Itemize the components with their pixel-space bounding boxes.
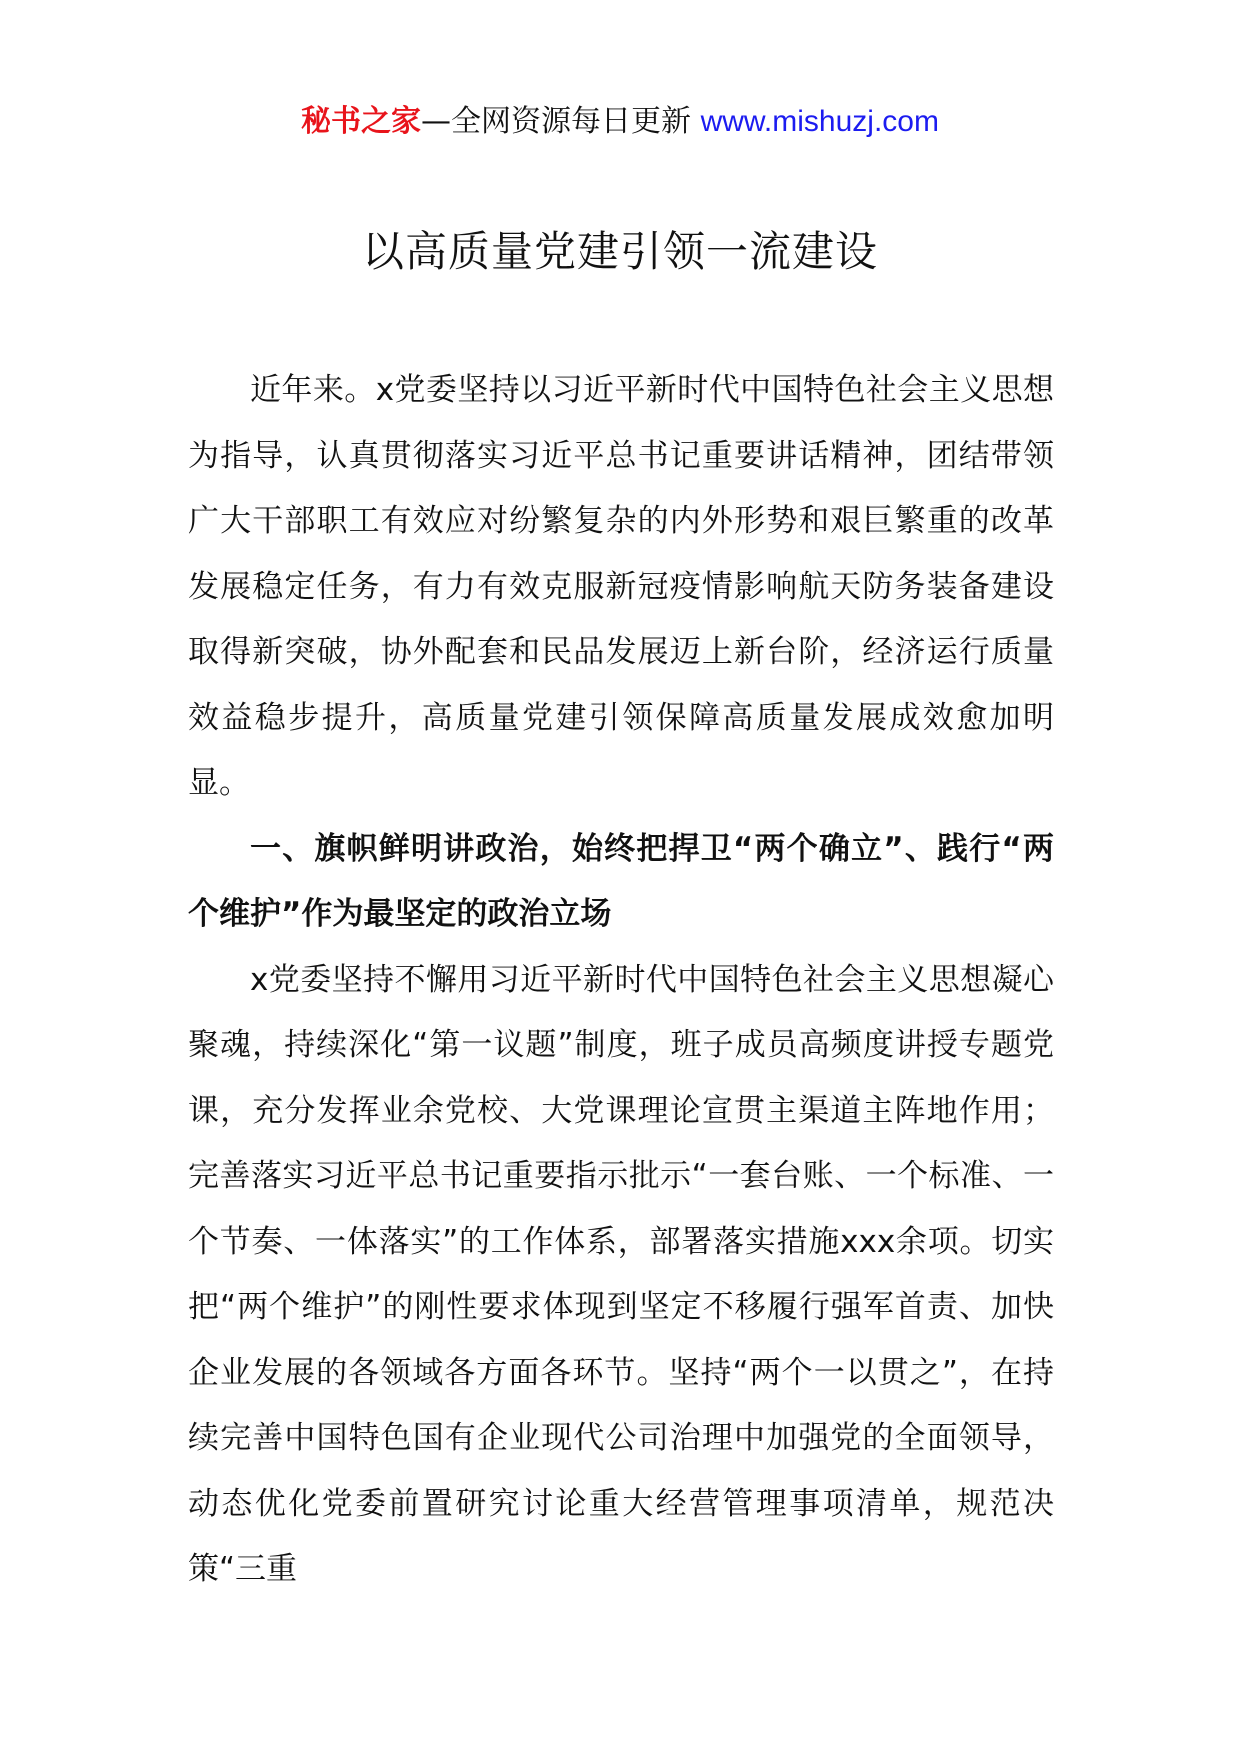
header-tagline: —全网资源每日更新 [421, 104, 701, 139]
intro-paragraph: 近年来。x党委坚持以习近平新时代中国特色社会主义思想为指导，认真贯彻落实习近平总书记重要讲话精神，团结带领广大干部职工有效应对纷繁复杂的内外形势和艰巨繁重的改革发展稳定任务，有力有效克服新冠疫情影响航天防务装备建设取得新突破，协外配套和民品发展迈上新台阶，经济运行质量效益稳步提升，高质量党建引领保障高质量发展成效愈加明显。 [188, 372, 1054, 801]
brand-name: 秘书之家 [301, 104, 422, 139]
document-title: 以高质量党建引领一流建设 [361, 227, 878, 276]
document-body [188, 358, 1054, 1603]
body-paragraph: x党委坚持不懈用习近平新时代中国特色社会主义思想凝心聚魂，持续深化“第一议题”制度，班子成员高频度讲授专题党课，充分发挥业余党校、大党课理论宣贯主渠道主阵地作用；完善落实习近平总书记重要指示批示“一套台账、一个标准、一个节奏、一体落实”的工作体系，部署落实措施xxx余项。切实把“两个维护”的刚性要求体现到坚定不移履行强军首责、加快企业发展的各领域各方面各环节。坚持“两个一以贯之”，在持续完善中国特色国有企业现代公司治理中加强党的全面领导，动态优化党委前置研究讨论重大经营管理事项清单，规范决策“三重 [188, 961, 1054, 1587]
section-heading: 一、旗帜鲜明讲政治，始终把捍卫“两个确立”、践行“两个维护”作为最坚定的政治立场 [188, 830, 1054, 932]
site-url-link[interactable]: www.mishuzj.com [700, 105, 939, 138]
watermark-header [0, 100, 1240, 144]
